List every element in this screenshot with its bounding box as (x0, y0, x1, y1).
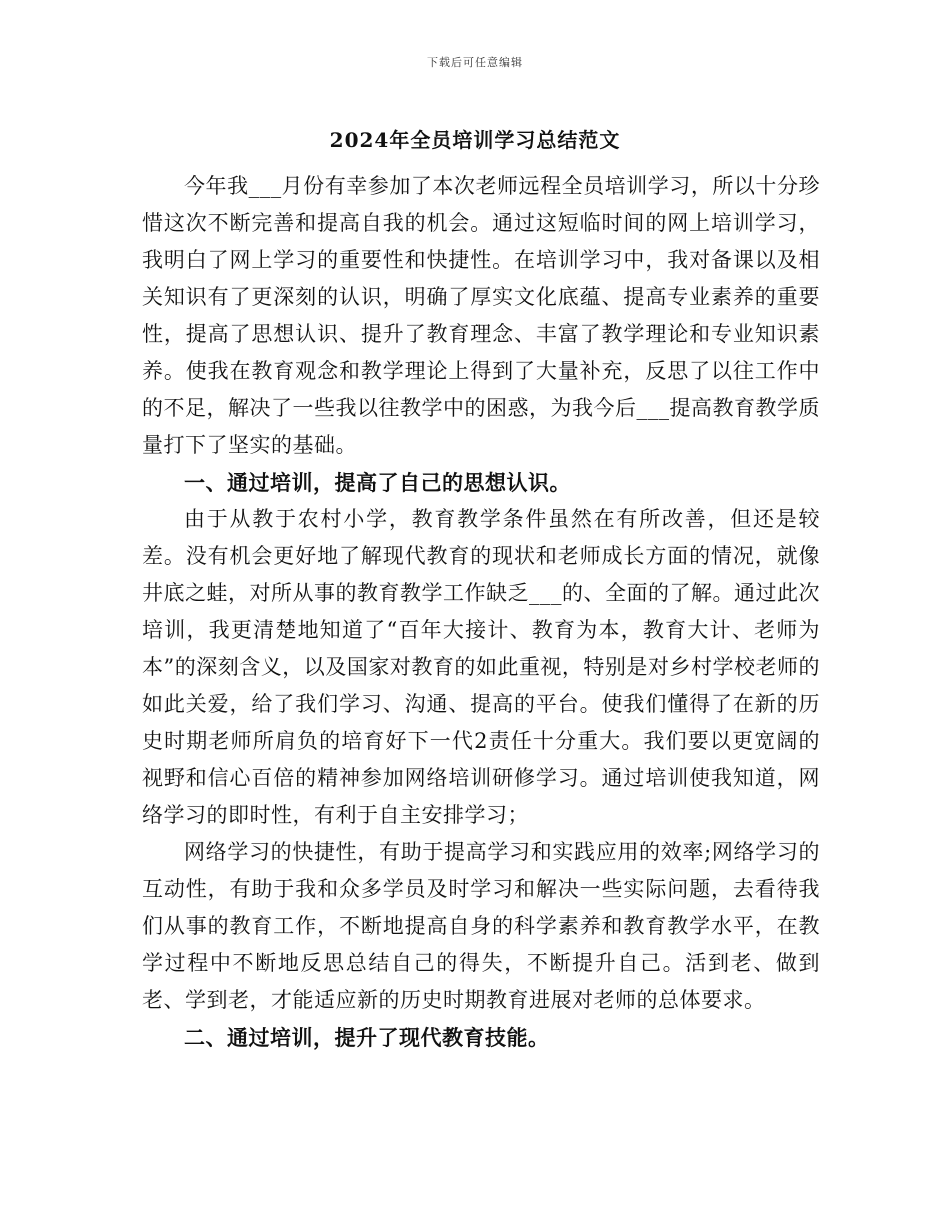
section-heading-1: 一、通过培训，提高了自己的思想认识。 (184, 470, 571, 495)
document-title: 2024年全员培训学习总结范文 (329, 128, 621, 152)
page-header-note: 下载后可任意编辑 (427, 56, 523, 69)
paragraph-intro: 今年我___月份有幸参加了本次老师远程全员培训学习，所以十分珍惜这次不断完善和提高自我的机会。通过这短临时间的网上培训学习，我明白了网上学习的重要性和快捷性。在培训学习中，我对备课以及相关知识有了更深刻的认识，明确了厚实文化底蕴、提高专业素养的重要性，提高了思想认识、提升了教育理念、丰富了教学理论和专业知识素养。使我在教育观念和教学理论上得到了大量补充，反思了以往工作中的不足，解决了一些我以往教学中的困惑，为我今后___提高教育教学质量打下了坚实的基础。 (142, 174, 820, 457)
paragraph-section-1-b: 网络学习的快捷性，有助于提高学习和实践应用的效率;网络学习的互动性，有助于我和众多学员及时学习和解决一些实际问题，去看待我们从事的教育工作，不断地提高自身的科学素养和教育教学水平，在教学过程中不断地反思总结自己的得失，不断提升自己。活到老、做到老、学到老，才能适应新的历史时期教育进展对老师的总体要求。 (142, 840, 820, 1012)
document-body (142, 168, 820, 1056)
paragraph-section-1-a: 由于从教于农村小学，教育教学条件虽然在有所改善，但还是较差。没有机会更好地了解现代教育的现状和老师成长方面的情况，就像井底之蛙，对所从事的教育教学工作缺乏___的、全面的了解。通过此次培训，我更清楚地知道了“百年大接计、教育为本，教育大计、老师为本”的深刻含义，以及国家对教育的如此重视，特别是对乡村学校老师的如此关爱，给了我们学习、沟通、提高的平台。使我们懂得了在新的历史时期老师所肩负的培育好下一代2责任十分重大。我们要以更宽阔的视野和信心百倍的精神参加网络培训研修学习。通过培训使我知道，网络学习的即时性，有利于自主安排学习； (142, 507, 820, 827)
section-heading-2: 二、通过培训，提升了现代教育技能。 (184, 1025, 550, 1050)
